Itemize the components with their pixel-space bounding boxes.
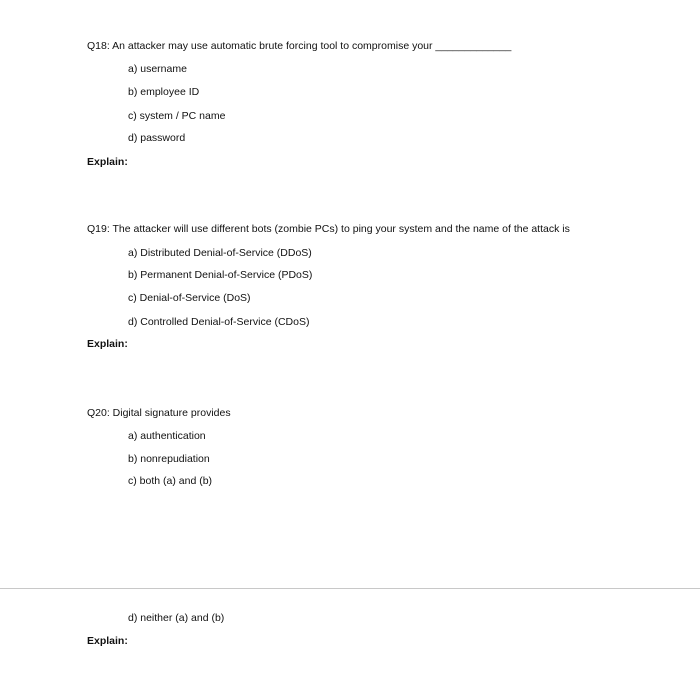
q20-option-d: d) neither (a) and (b) bbox=[128, 612, 225, 624]
question-19-prompt: Q19: The attacker will use different bots (zombie PCs) to ping your system and the name of the attack is bbox=[87, 223, 570, 235]
page-divider bbox=[0, 588, 700, 589]
question-18-prompt: Q18: An attacker may use automatic brute forcing tool to compromise your _____________ bbox=[87, 40, 512, 52]
q19-explain-label: Explain: bbox=[87, 338, 128, 350]
q18-option-b: b) employee ID bbox=[128, 86, 200, 98]
question-20-prompt: Q20: Digital signature provides bbox=[87, 407, 231, 419]
q18-option-c: c) system / PC name bbox=[128, 110, 226, 122]
q18-option-d: d) password bbox=[128, 132, 186, 144]
q18-explain-label: Explain: bbox=[87, 156, 128, 168]
q20-explain-label: Explain: bbox=[87, 635, 128, 647]
q20-option-c: c) both (a) and (b) bbox=[128, 475, 213, 487]
q18-option-a: a) username bbox=[128, 63, 187, 75]
q20-option-b: b) nonrepudiation bbox=[128, 453, 210, 465]
q19-option-b: b) Permanent Denial-of-Service (PDoS) bbox=[128, 269, 313, 281]
q19-option-a: a) Distributed Denial-of-Service (DDoS) bbox=[128, 247, 312, 259]
q19-option-d: d) Controlled Denial-of-Service (CDoS) bbox=[128, 316, 310, 328]
q19-option-c: c) Denial-of-Service (DoS) bbox=[128, 292, 251, 304]
q20-option-a: a) authentication bbox=[128, 430, 206, 442]
